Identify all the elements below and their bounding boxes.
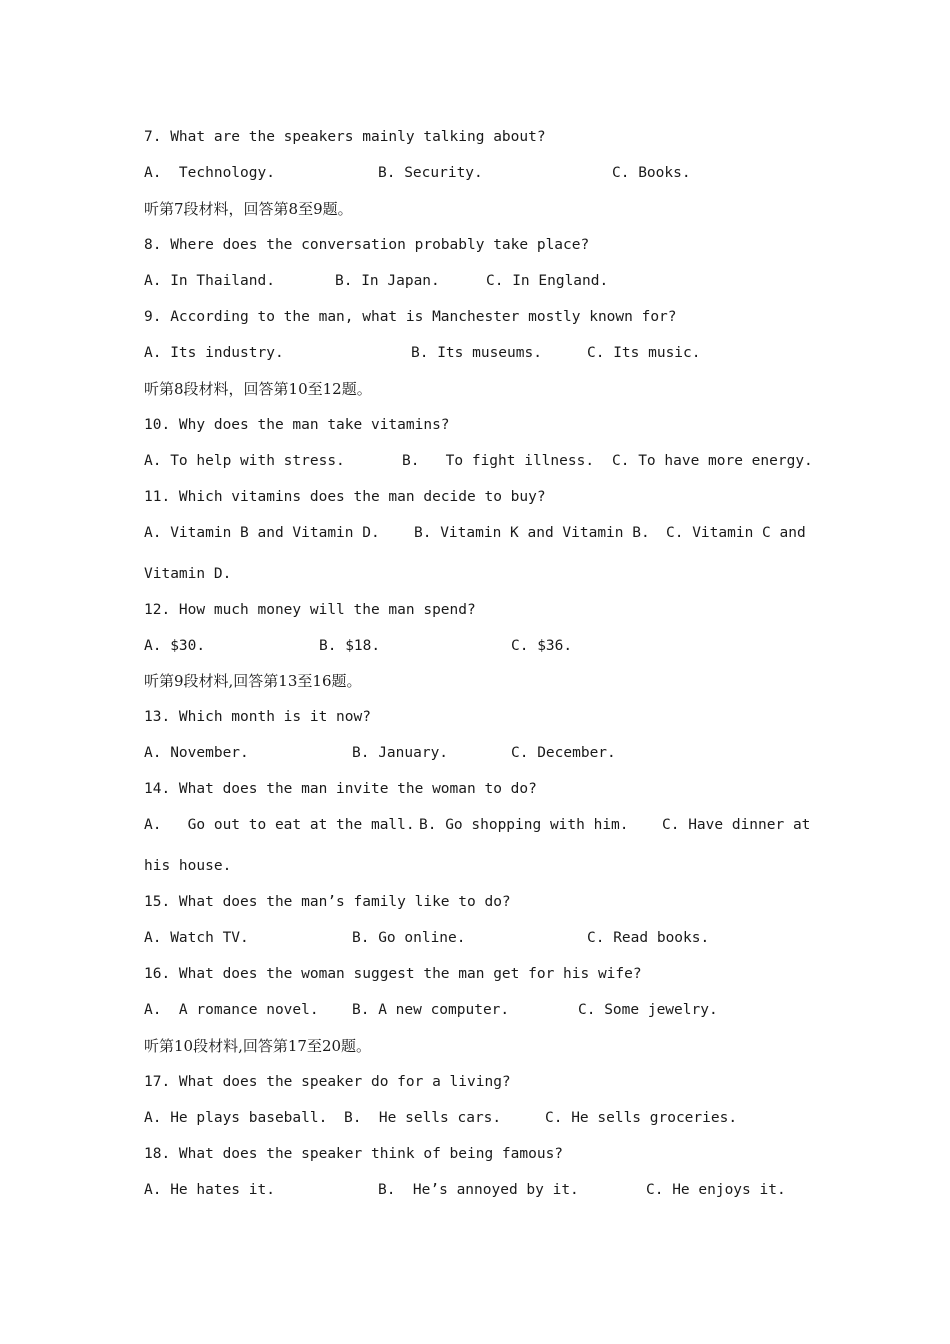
options-18 bbox=[144, 1180, 786, 1280]
option-b: B. He sells cars. bbox=[344, 1110, 502, 1126]
option-a: A. November. bbox=[144, 745, 249, 761]
option-c: C. Its music. bbox=[587, 345, 701, 361]
option-a: A. He plays baseball. bbox=[144, 1110, 328, 1126]
question-14: 14. What does the man invite the woman to do? bbox=[144, 781, 537, 797]
option-b: B. To fight illness. bbox=[402, 453, 595, 469]
option-a: A. To help with stress. bbox=[144, 453, 345, 469]
question-18: 18. What does the speaker think of being famous? bbox=[144, 1146, 564, 1162]
option-a: A. A romance novel. bbox=[144, 1002, 319, 1018]
option-c: C. Vitamin C and bbox=[666, 525, 806, 541]
question-7: 7. What are the speakers mainly talking about? bbox=[144, 129, 546, 145]
option-b: B. Vitamin K and Vitamin B. bbox=[414, 525, 650, 541]
option-a: A. In Thailand. bbox=[144, 273, 275, 289]
option-a: A. Watch TV. bbox=[144, 930, 249, 946]
option-b: B. January. bbox=[352, 745, 449, 761]
option-c: C. He sells groceries. bbox=[545, 1110, 738, 1126]
option-c: C. In England. bbox=[486, 273, 609, 289]
section-heading: 听第10段材料,回答第17至20题。 bbox=[144, 1037, 372, 1055]
option-b: B. Security. bbox=[378, 165, 483, 181]
section-heading: 听第7段材料，回答第8至9题。 bbox=[144, 200, 353, 218]
option-b: B. Go online. bbox=[352, 930, 466, 946]
option-c: C. He enjoys it. bbox=[646, 1182, 786, 1198]
option-a: A. Its industry. bbox=[144, 345, 284, 361]
option-c: C. December. bbox=[511, 745, 616, 761]
question-10: 10. Why does the man take vitamins? bbox=[144, 417, 450, 433]
option-a: A. Technology. bbox=[144, 165, 275, 181]
option-b: B. Its museums. bbox=[411, 345, 542, 361]
option-continuation: his house. bbox=[144, 858, 232, 874]
option-b: B. In Japan. bbox=[335, 273, 440, 289]
option-c: C. Books. bbox=[612, 165, 691, 181]
option-b: B. A new computer. bbox=[352, 1002, 510, 1018]
option-b: B. $18. bbox=[319, 638, 381, 654]
option-c: C. Some jewelry. bbox=[578, 1002, 718, 1018]
option-continuation: Vitamin D. bbox=[144, 566, 232, 582]
option-b: B. Go shopping with him. bbox=[419, 817, 629, 833]
question-8: 8. Where does the conversation probably take place? bbox=[144, 237, 590, 253]
option-c: C. Read books. bbox=[587, 930, 710, 946]
option-c: C. $36. bbox=[511, 638, 573, 654]
option-b: B. He’s annoyed by it. bbox=[378, 1182, 579, 1198]
question-15: 15. What does the man’s family like to do? bbox=[144, 894, 511, 910]
option-a: A. Vitamin B and Vitamin D. bbox=[144, 525, 380, 541]
question-13: 13. Which month is it now? bbox=[144, 709, 371, 725]
section-heading: 听第8段材料，回答第10至12题。 bbox=[144, 380, 372, 398]
question-9: 9. According to the man, what is Manchester mostly known for? bbox=[144, 309, 677, 325]
question-11: 11. Which vitamins does the man decide to buy? bbox=[144, 489, 546, 505]
question-12: 12. How much money will the man spend? bbox=[144, 602, 476, 618]
option-a: A. $30. bbox=[144, 638, 206, 654]
section-heading: 听第9段材料,回答第13至16题。 bbox=[144, 672, 362, 690]
question-16: 16. What does the woman suggest the man get for his wife? bbox=[144, 966, 642, 982]
option-c: C. To have more energy. bbox=[612, 453, 813, 469]
option-a: A. Go out to eat at the mall. bbox=[144, 817, 415, 833]
option-a: A. He hates it. bbox=[144, 1182, 275, 1198]
option-c: C. Have dinner at bbox=[662, 817, 811, 833]
question-17: 17. What does the speaker do for a living? bbox=[144, 1074, 511, 1090]
